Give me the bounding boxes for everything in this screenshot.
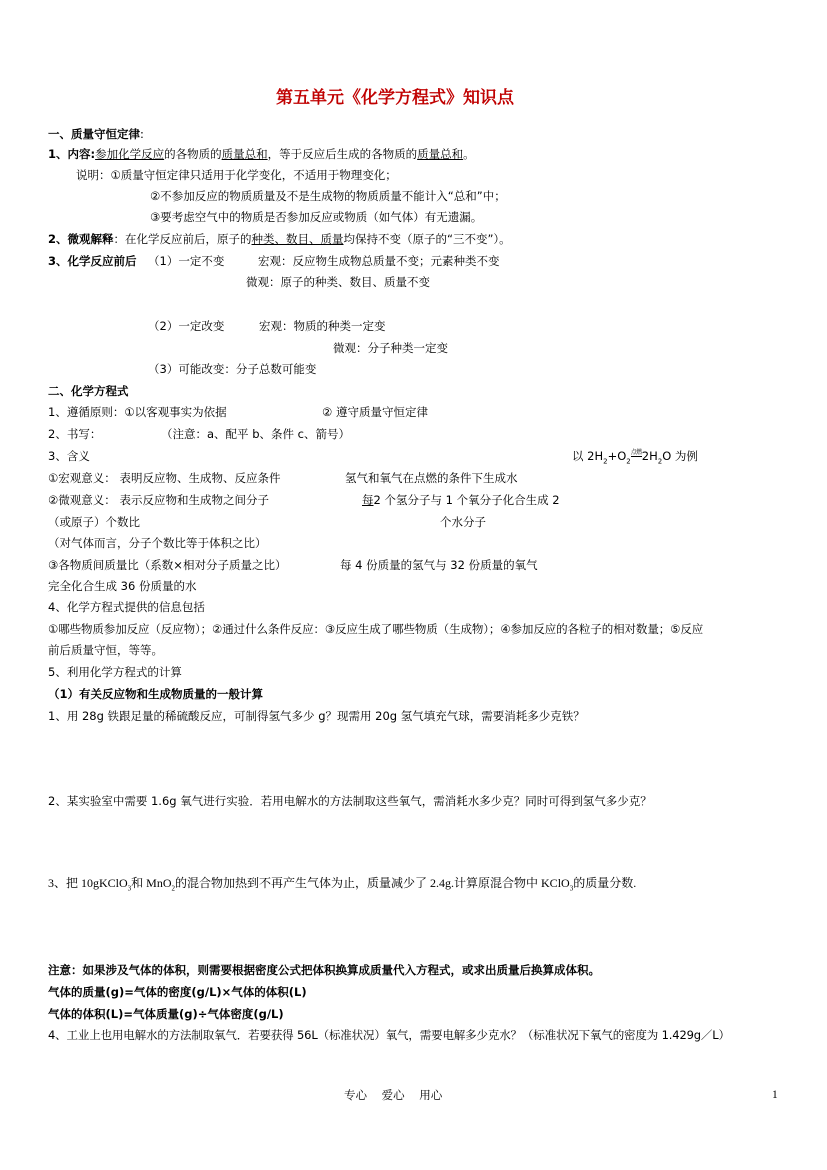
page-number: 1 xyxy=(772,1089,778,1101)
question-1: 1、用 28g 铁跟足量的稀硫酸反应，可制得氢气多少 g？现需用 20g 氢气填充气球，需要消耗多少克铁？ xyxy=(48,709,585,723)
changed-macro: 宏观：物质的种类一定变 xyxy=(259,319,386,333)
before-after-label: 3、化学反应前后 xyxy=(48,254,137,268)
changed-label: （2）一定改变 xyxy=(148,319,225,333)
principle-2: ② 遵守质量守恒定律 xyxy=(322,405,428,419)
unchanged-micro: 微观：原子的种类、数目、质量不变 xyxy=(246,275,430,289)
conservation-content: 1、内容:参加化学反应的各物质的质量总和，等于反应后生成的各物质的质量总和。 xyxy=(48,147,475,161)
changed-micro: 微观：分子种类一定变 xyxy=(333,341,448,355)
info-detail-cont: 前后质量守恒，等等。 xyxy=(48,643,163,657)
micro-example: 每2 个氢分子与 1 个氧分子化合生成 2 xyxy=(362,493,560,507)
gas-volume-note: （对气体而言，分子个数比等于体积之比） xyxy=(48,536,267,550)
micro-example-cont: 个水分子 xyxy=(440,515,486,529)
question-2: 2、某实验室中需要 1.6g 氧气进行实验．若用电解水的方法制取这些氧气，需消耗水多少克？同时可得到氢气多少克？ xyxy=(48,794,652,808)
calc-heading: 5、利用化学方程式的计算 xyxy=(48,665,182,679)
writing-notes: （注意：a、配平 b、条件 c、箭号） xyxy=(161,427,350,441)
section1-heading: 一、质量守恒定律: xyxy=(48,127,144,141)
mass-ratio-example: 每 4 份质量的氢气与 32 份质量的氧气 xyxy=(340,558,538,572)
macro-example: 氢气和氧气在点燃的条件下生成水 xyxy=(345,471,518,485)
note-line-3: ③要考虑空气中的物质是否参加反应或物质（如气体）有无遗漏。 xyxy=(150,210,483,224)
note-line-2: ②不参加反应的物质质量及不是生成物的物质质量不能计入“总和”中； xyxy=(150,189,506,203)
note-line-1: 说明：①质量守恒定律只适用于化学变化，不适用于物理变化； xyxy=(76,168,397,182)
micro-meaning: ②微观意义： 表示反应物和生成物之间分子 xyxy=(48,493,269,507)
unchanged-label: （1）一定不变 xyxy=(148,254,225,268)
footer-motto: 专心 爱心 用心 xyxy=(344,1088,443,1102)
calc-subheading: （1）有关反应物和生成物质量的一般计算 xyxy=(48,687,263,701)
section2-heading: 二、化学方程式 xyxy=(48,384,129,398)
meaning-label: 3、含义 xyxy=(48,449,90,463)
mass-ratio-meaning: ③各物质间质量比（系数×相对分子质量之比） xyxy=(48,558,287,572)
micro-meaning-cont: （或原子）个数比 xyxy=(48,515,140,529)
question-3: 3、把 10gKClO$_3$和 MnO$_2$的混合物加热到不再产生气体为止，质量减少了 2.4g.计算原混合物中 KClO$_3$的质量分数. xyxy=(48,876,637,893)
macro-meaning: ①宏观意义： 表明反应物、生成物、反应条件 xyxy=(48,471,281,485)
maybe-changed: （3）可能改变：分子总数可能变 xyxy=(148,362,317,376)
gas-volume-attention: 注意：如果涉及气体的体积，则需要根据密度公式把体积换算成质量代入方程式，或求出质量后换算成体积。 xyxy=(48,963,600,977)
principle-1: 1、遵循原则：①以客观事实为依据 xyxy=(48,405,227,419)
info-detail: ①哪些物质参加反应（反应物）；②通过什么条件反应：③反应生成了哪些物质（生成物）；④参加反应的各粒子的相对数量；⑤反应 xyxy=(48,622,704,636)
gas-mass-formula: 气体的质量(g)=气体的密度(g/L)×气体的体积(L) xyxy=(48,985,307,999)
writing-label: 2、书写： xyxy=(48,427,102,441)
micro-explanation: 2、微观解释：在化学反应前后，原子的种类、数目、质量均保持不变（原子的“三不变”）。 xyxy=(48,232,511,246)
example-equation: 以 $2H_2+O_2^{点燃}2H_2O$ 为例 xyxy=(572,449,698,466)
mass-ratio-example-cont: 完全化合生成 36 份质量的水 xyxy=(48,579,197,593)
info-heading: 4、化学方程式提供的信息包括 xyxy=(48,600,205,614)
gas-volume-formula: 气体的体积(L)=气体质量(g)÷气体密度(g/L) xyxy=(48,1007,284,1021)
question-4: 4、工业上也用电解水的方法制取氧气．若要获得 56L（标准状况）氧气，需要电解多少克水？（标准状况下氧气的密度为 1.429g／L） xyxy=(48,1028,730,1042)
page-title: 第五单元《化学方程式》知识点 xyxy=(276,88,514,108)
unchanged-macro: 宏观：反应物生成物总质量不变；元素种类不变 xyxy=(258,254,500,268)
